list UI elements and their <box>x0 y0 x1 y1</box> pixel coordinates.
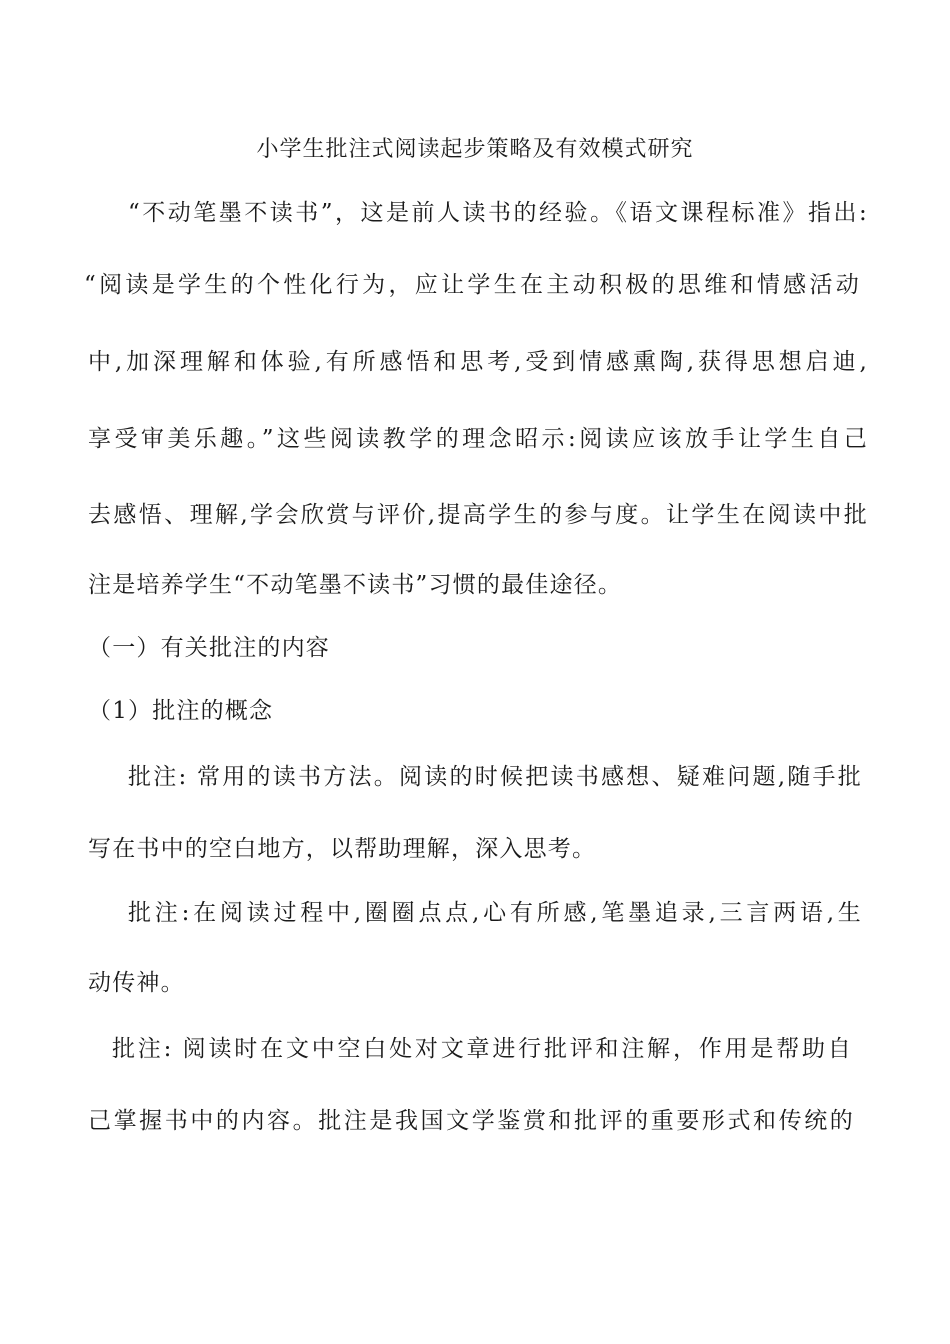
definition-1-line-2: 写在书中的空白地方，以帮助理解，深入思考。 <box>88 836 597 862</box>
paragraph-line-6: 注是培养学生“不动笔墨不读书”习惯的最佳途径。 <box>88 572 623 598</box>
definition-2-line-1: 批注:在阅读过程中,圈圈点点,心有所感,笔墨追录,三言两语,生 <box>128 900 862 926</box>
document-title: 小学生批注式阅读起步策略及有效模式研究 <box>256 137 694 162</box>
definition-3-line-2: 己掌握书中的内容。批注是我国文学鉴赏和批评的重要形式和传统的 <box>88 1108 854 1134</box>
paragraph-line-2: “阅读是学生的个性化行为，应让学生在主动积极的思维和情感活动 <box>84 272 860 298</box>
paragraph-line-3: 中,加深理解和体验,有所感悟和思考,受到情感熏陶,获得思想启迪, <box>88 349 868 375</box>
subsection-heading-1: （1）批注的概念 <box>88 698 274 724</box>
paragraph-line-1: “不动笔墨不读书”，这是前人读书的经验。《语文课程标准》指出: <box>128 200 868 226</box>
definition-2-line-2: 动传神。 <box>88 970 185 996</box>
section-heading-1: （一）有关批注的内容 <box>88 635 330 661</box>
definition-3-line-1: 批注: 阅读时在文中空白处对文章进行批评和注解，作用是帮助自 <box>112 1036 852 1062</box>
definition-1-line-1: 批注: 常用的读书方法。阅读的时候把读书感想、疑难问题,随手批 <box>128 764 862 790</box>
paragraph-line-4: 享受审美乐趣。”这些阅读教学的理念昭示:阅读应该放手让学生自己 <box>88 426 868 452</box>
paragraph-line-5: 去感悟、理解,学会欣赏与评价,提高学生的参与度。让学生在阅读中批 <box>88 502 868 528</box>
